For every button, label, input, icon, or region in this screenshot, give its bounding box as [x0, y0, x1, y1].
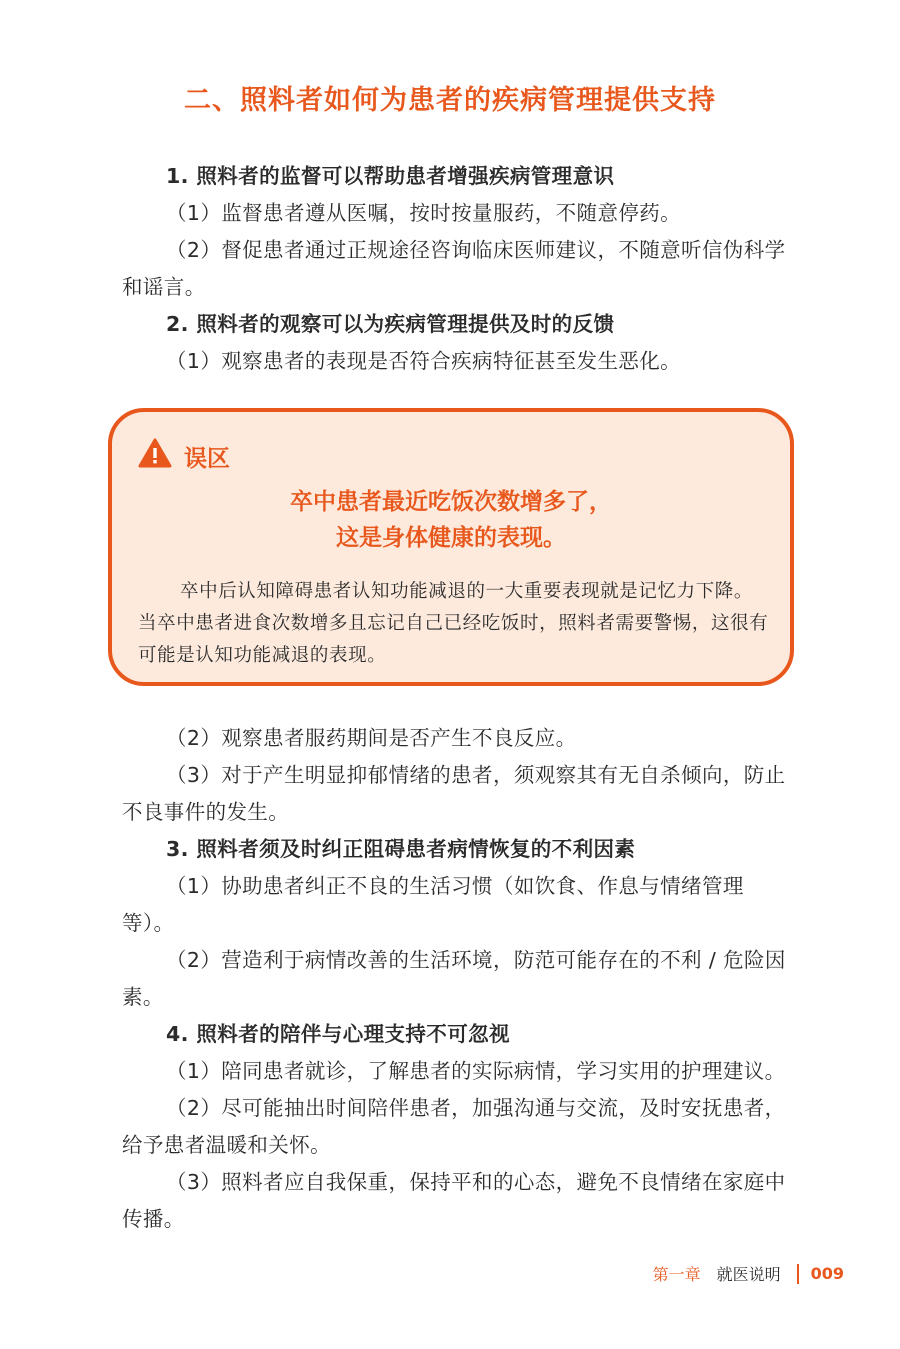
section-2-item-3: （3）对于产生明显抑郁情绪的患者，须观察其有无自杀倾向，防止不良事件的发生。	[122, 763, 786, 824]
myth-body: 卒中后认知障碍患者认知功能减退的一大重要表现就是记忆力下降。当卒中患者进食次数增多且忘记自己已经吃饭时，照料者需要警惕，这很有可能是认知功能减退的表现。	[138, 581, 769, 666]
section-4-item-1: （1）陪同患者就诊，了解患者的实际病情，学习实用的护理建议。	[166, 1059, 786, 1083]
footer-divider	[797, 1264, 799, 1284]
section-3-item-1: （1）协助患者纠正不良的生活习惯（如饮食、作息与情绪管理等）。	[122, 874, 744, 935]
footer-section: 就医说明	[716, 1265, 781, 1284]
section-4-item-2: （2）尽可能抽出时间陪伴患者，加强沟通与交流，及时安抚患者，给予患者温暖和关怀。	[122, 1096, 786, 1157]
section-4-item-3: （3）照料者应自我保重，保持平和的心态，避免不良情绪在家庭中传播。	[122, 1170, 786, 1231]
footer-chapter: 第一章	[652, 1265, 701, 1284]
section-2-item-1: （1）观察患者的表现是否符合疾病特征甚至发生恶化。	[166, 349, 682, 373]
section-2-heading: 2. 照料者的观察可以为疾病管理提供及时的反馈	[166, 312, 615, 336]
section-1-item-2: （2）督促患者通过正规途径咨询临床医师建议，不随意听信伪科学和谣言。	[122, 238, 786, 299]
page-footer	[653, 1262, 844, 1285]
section-3-heading: 3. 照料者须及时纠正阻碍患者病情恢复的不利因素	[166, 837, 636, 861]
warning-triangle-icon	[138, 438, 172, 468]
myth-box	[108, 408, 794, 686]
section-3-item-2: （2）营造利于病情改善的生活环境，防范可能存在的不利 / 危险因素。	[122, 948, 786, 1009]
section-1-item-1: （1）监督患者遵从医嘱，按时按量服药，不随意停药。	[166, 201, 682, 225]
section-2-item-2: （2）观察患者服药期间是否产生不良反应。	[166, 726, 577, 750]
myth-label: 误区	[184, 446, 230, 472]
section-4-heading: 4. 照料者的陪伴与心理支持不可忽视	[166, 1022, 510, 1046]
section-1-heading: 1. 照料者的监督可以帮助患者增强疾病管理意识	[166, 164, 615, 188]
myth-headline: 卒中患者最近吃饭次数增多了， 这是身体健康的表现。	[290, 489, 612, 551]
page-number: 009	[810, 1264, 844, 1283]
page-title: 二、照料者如何为患者的疾病管理提供支持	[184, 85, 716, 116]
